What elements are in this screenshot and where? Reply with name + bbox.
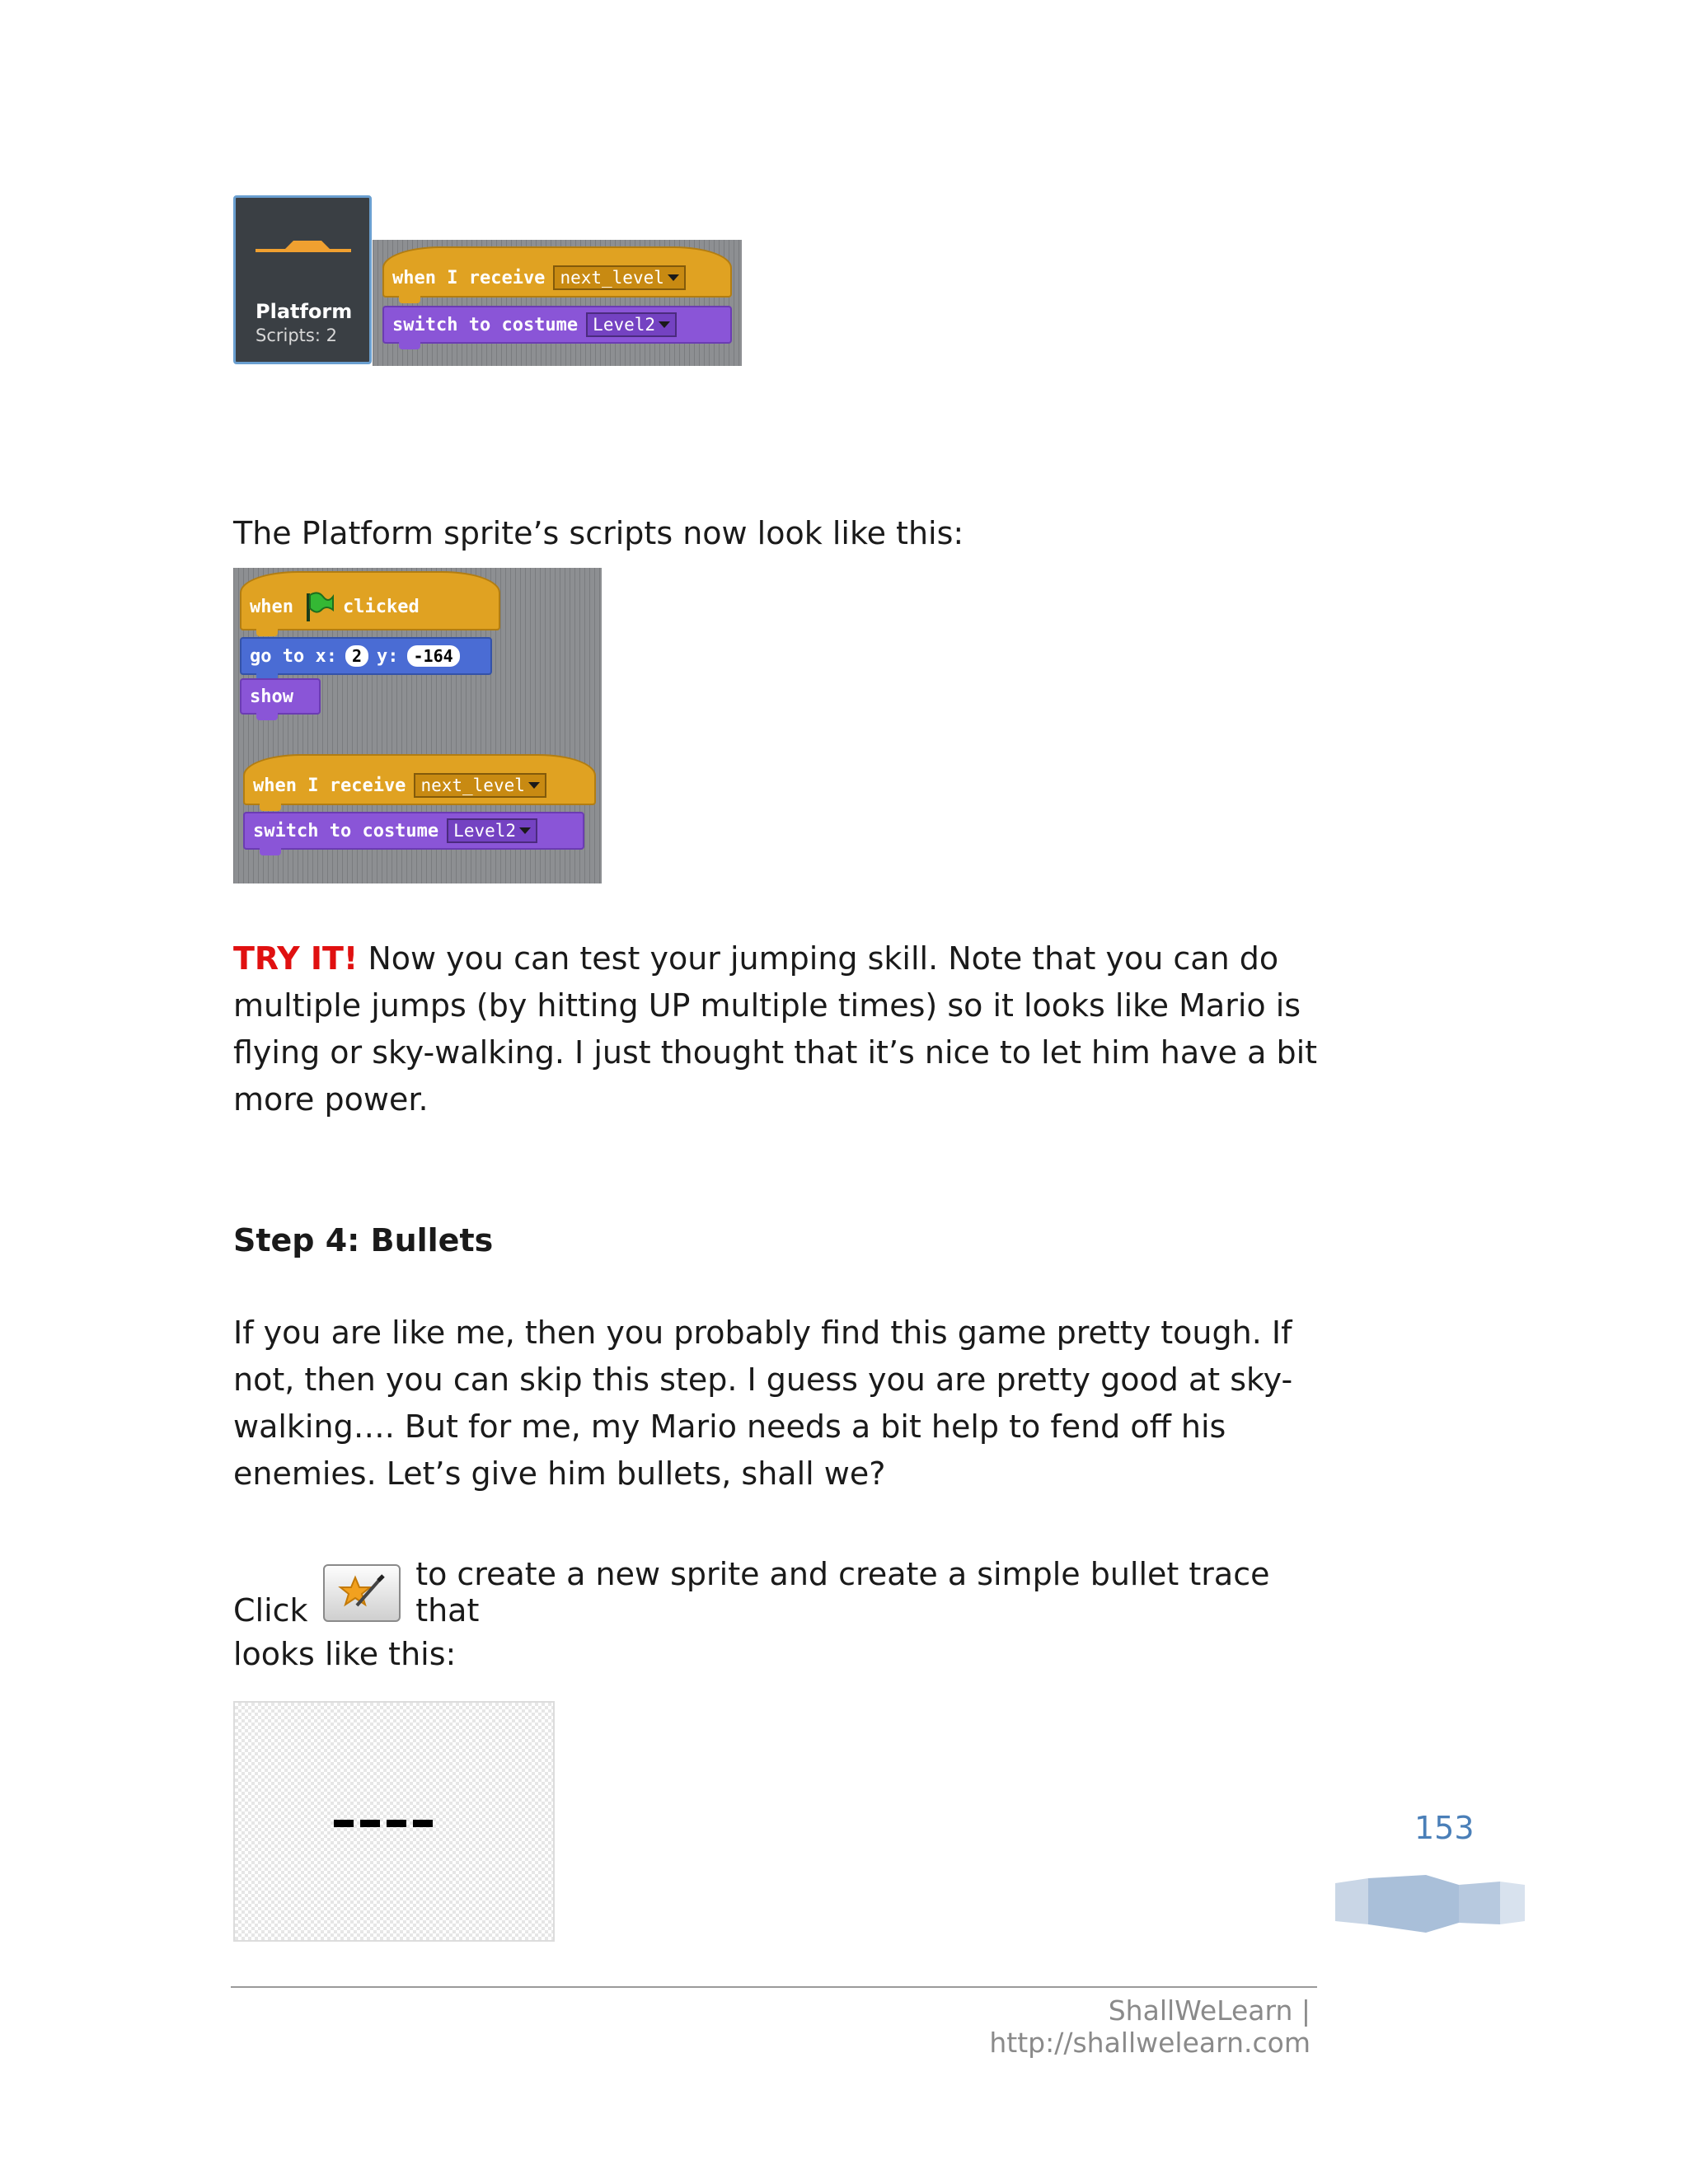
message-dropdown[interactable] — [553, 265, 685, 290]
block-label: y: — [377, 645, 399, 667]
dropdown-value: Level2 — [593, 315, 656, 335]
click-text-after: to create a new sprite and create a simple bullet trace that — [415, 1556, 1270, 1629]
try-it-label: TRY IT! — [233, 940, 359, 977]
when-i-receive-block[interactable] — [243, 754, 596, 805]
step-heading: Step 4: Bullets — [233, 1222, 494, 1258]
when-flag-clicked-block[interactable] — [240, 571, 500, 630]
click-instruction-line2: looks like this: — [233, 1636, 457, 1672]
paint-new-sprite-button[interactable] — [323, 1564, 401, 1622]
costume-dropdown[interactable] — [586, 312, 677, 337]
bullet-dash — [360, 1820, 380, 1827]
block-label: when — [250, 596, 293, 617]
page-number: 153 — [1414, 1810, 1475, 1846]
dropdown-arrow-icon — [528, 782, 540, 789]
footer-rule — [231, 1986, 1317, 1988]
when-i-receive-block[interactable] — [382, 246, 732, 298]
sprite-name: Platform — [256, 300, 353, 323]
block-label: show — [250, 686, 293, 707]
dropdown-arrow-icon — [519, 827, 531, 834]
block-label: when I receive — [253, 775, 406, 796]
sprite-script-count: Scripts: 2 — [256, 326, 337, 345]
bullet-dash — [387, 1820, 406, 1827]
dropdown-value: Level2 — [453, 821, 517, 841]
click-text-before: Click — [233, 1592, 308, 1629]
script-area-platform — [373, 240, 742, 366]
costume-dropdown[interactable] — [447, 818, 537, 843]
x-input[interactable]: 2 — [345, 645, 368, 667]
try-it-paragraph — [233, 935, 1329, 1123]
go-to-xy-block[interactable] — [240, 637, 492, 675]
dropdown-arrow-icon — [659, 321, 670, 328]
message-dropdown[interactable] — [414, 773, 546, 798]
block-label: switch to costume — [392, 314, 579, 335]
sprite-tile-platform[interactable] — [233, 195, 372, 364]
block-label: when I receive — [392, 267, 546, 288]
paint-new-sprite-icon — [337, 1572, 387, 1614]
bullet-dash — [334, 1820, 354, 1827]
switch-to-costume-block[interactable] — [382, 306, 732, 344]
dropdown-arrow-icon — [668, 274, 679, 281]
page-ribbon-decoration — [1335, 1875, 1525, 1933]
bullet-costume-canvas — [233, 1701, 555, 1942]
switch-to-costume-block[interactable] — [243, 812, 584, 850]
footer-text: ShallWeLearn | http://shallwelearn.com — [989, 1994, 1311, 2059]
script-area-platform-full — [233, 568, 602, 883]
block-label: switch to costume — [253, 820, 439, 841]
green-flag-icon — [302, 590, 335, 623]
scripts-caption: The Platform sprite’s scripts now look like this: — [233, 515, 964, 551]
dropdown-value: next_level — [560, 268, 664, 288]
show-block[interactable] — [240, 678, 321, 715]
y-input[interactable]: -164 — [407, 645, 460, 667]
platform-sprite-thumbnail — [256, 237, 351, 255]
dropdown-value: next_level — [420, 776, 525, 795]
try-it-text: Now you can test your jumping skill. Note that you can do multiple jumps (by hitting UP multiple times) so it looks like Mario is flying or sky-walking. I just thought that it’s nice to let him have a bit more power. — [233, 940, 1318, 1118]
bullets-paragraph: If you are like me, then you probably find this game pretty tough. If not, then you can skip this step. I guess you are pretty good at sky-walking…. But for me, my Mario needs a bit help to fend off his enemies. Let’s give him bullets, shall we? — [233, 1315, 1293, 1492]
block-label: go to x: — [250, 645, 337, 667]
click-instruction — [233, 1556, 1329, 1629]
bullet-dash — [413, 1820, 433, 1827]
block-label: clicked — [342, 596, 420, 617]
